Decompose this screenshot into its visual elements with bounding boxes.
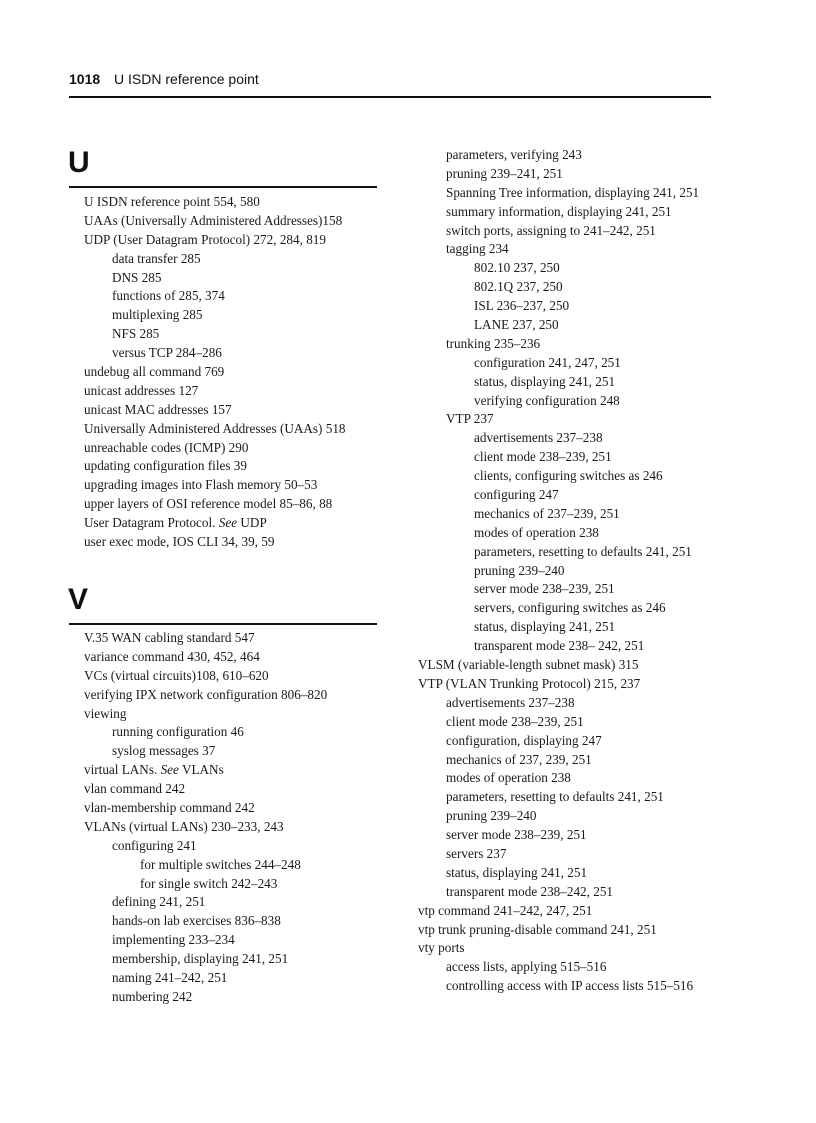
index-entry [84,250,346,269]
index-entry [418,297,699,316]
index-entry-text: advertisements 237–238 [446,694,575,710]
index-entry [84,212,346,231]
index-entry-text: VLSM (variable-length subnet mask) 315 [418,657,639,673]
index-entry [84,893,327,912]
index-entry-text: vlan-membership command 242 [84,800,255,816]
index-entry-text: defining 241, 251 [112,894,206,910]
index-entry [418,316,699,335]
index-entry-text: access lists, applying 515–516 [446,959,607,975]
index-entry [84,818,327,837]
index-entry [84,912,327,931]
index-entry-text: for multiple switches 244–248 [140,856,301,872]
index-entry [84,969,327,988]
page-number: 1018 [69,71,101,87]
index-entry-text: VTP (VLAN Trunking Protocol) 215, 237 [418,675,641,691]
index-entry [418,599,699,618]
index-list-right [418,146,699,996]
index-entry [84,931,327,950]
index-entry [84,780,327,799]
index-entry-text: client mode 238–239, 251 [474,449,612,465]
index-entry [418,259,699,278]
index-list-u [84,193,346,552]
index-entry-text: 802.10 237, 250 [474,260,560,276]
index-entry [418,373,699,392]
index-entry-text: upgrading images into Flash memory 50–53 [84,477,318,493]
index-entry-text: VCs (virtual circuits)108, 610–620 [84,667,269,683]
index-entry [84,193,346,212]
index-entry-text: updating configuration files 39 [84,458,247,474]
index-entry-text: mechanics of 237, 239, 251 [446,751,592,767]
index-entry-text: VTP 237 [446,411,494,427]
see-target: UDP [240,515,267,531]
index-entry [418,165,699,184]
index-entry-text: status, displaying 241, 251 [474,619,616,635]
index-entry [84,988,327,1007]
index-entry-text: ISL 236–237, 250 [474,298,570,314]
index-entry [84,439,346,458]
index-entry [84,629,327,648]
index-entry [84,667,327,686]
index-entry-text: multiplexing 285 [112,307,203,323]
index-entry-text: Spanning Tree information, displaying 241, 251 [446,184,700,200]
section-rule-u [69,186,377,188]
index-entry-text: advertisements 237–238 [474,430,603,446]
index-entry [418,788,699,807]
index-entry-text: tagging 234 [446,241,509,257]
index-entry-text: unreachable codes (ICMP) 290 [84,439,249,455]
index-entry [418,580,699,599]
index-entry [418,769,699,788]
index-entry-text: LANE 237, 250 [474,317,559,333]
index-entry [418,240,699,259]
index-entry [84,287,346,306]
index-entry [84,705,327,724]
index-entry [418,203,699,222]
index-entry [418,675,699,694]
index-entry-text: modes of operation 238 [474,524,599,540]
index-list-v [84,629,327,1007]
index-entry [418,694,699,713]
index-entry-text: vtp trunk pruning-disable command 241, 251 [418,921,657,937]
index-entry [418,939,699,958]
index-entry-text: implementing 233–234 [112,932,235,948]
index-entry-text: parameters, resetting to defaults 241, 251 [446,789,664,805]
index-entry [84,363,346,382]
index-entry [418,637,699,656]
index-entry-text: summary information, displaying 241, 251 [446,203,672,219]
index-entry [418,807,699,826]
index-entry-text: User Datagram Protocol. [84,515,216,531]
index-entry [418,354,699,373]
index-entry-text: modes of operation 238 [446,770,571,786]
index-entry [84,344,346,363]
index-entry-text: client mode 238–239, 251 [446,713,584,729]
index-entry-text: upper layers of OSI reference model 85–86, 88 [84,496,333,512]
index-entry [418,524,699,543]
index-entry-text: undebug all command 769 [84,364,225,380]
index-entry [84,231,346,250]
index-entry [84,799,327,818]
index-entry [418,958,699,977]
index-entry [418,902,699,921]
index-entry-text: configuring 247 [474,487,559,503]
index-entry [84,761,327,780]
index-entry-text: unicast addresses 127 [84,382,199,398]
index-entry-text: configuration, displaying 247 [446,732,602,748]
index-entry [418,883,699,902]
index-entry-text: U ISDN reference point 554, 580 [84,194,260,209]
index-entry-text: virtual LANs. [84,762,158,778]
index-entry [418,392,699,411]
header-rule [69,96,711,98]
index-entry-text: mechanics of 237–239, 251 [474,505,620,521]
index-entry [418,335,699,354]
index-entry-text: vty ports [418,940,465,956]
index-entry-text: user exec mode, IOS CLI 34, 39, 59 [84,534,275,550]
index-entry-text: V.35 WAN cabling standard 547 [84,630,255,645]
index-entry [418,921,699,940]
index-entry-text: variance command 430, 452, 464 [84,648,260,664]
index-entry-text: numbering 242 [112,988,193,1004]
index-entry-text: verifying IPX network configuration 806–820 [84,686,328,702]
index-entry-text: status, displaying 241, 251 [474,373,616,389]
index-entry-text: status, displaying 241, 251 [446,864,588,880]
index-entry [84,306,346,325]
index-entry [84,382,346,401]
index-entry-text: naming 241–242, 251 [112,970,228,986]
see-reference: See [160,762,179,778]
index-entry-text: server mode 238–239, 251 [474,581,615,597]
index-entry [418,751,699,770]
index-entry [418,977,699,996]
index-entry-text: vtp command 241–242, 247, 251 [418,902,593,918]
index-entry [84,457,346,476]
index-entry-text: UAAs (Universally Administered Addresses)158 [84,212,343,228]
see-reference: See [218,515,238,531]
index-entry [418,618,699,637]
index-entry-text: UDP (User Datagram Protocol) 272, 284, 819 [84,231,326,247]
index-entry-text: servers 237 [446,845,507,861]
index-entry [418,732,699,751]
index-entry [84,495,346,514]
index-entry-text: functions of 285, 374 [112,288,225,304]
index-entry [84,269,346,288]
index-entry-text: Universally Administered Addresses (UAAs) 518 [84,420,346,436]
index-entry-text: parameters, resetting to defaults 241, 251 [474,543,692,559]
index-entry-text: parameters, verifying 243 [446,147,582,162]
index-entry-text: configuration 241, 247, 251 [474,354,621,370]
index-entry [418,429,699,448]
index-entry [418,184,699,203]
index-entry [418,467,699,486]
index-entry-text: server mode 238–239, 251 [446,827,587,843]
index-entry-text: viewing [84,705,127,721]
index-entry [418,486,699,505]
index-entry-text: pruning 239–240 [446,808,537,824]
index-entry-text: pruning 239–241, 251 [446,165,563,181]
index-entry-text: trunking 235–236 [446,335,541,351]
section-letter-v: V [68,583,89,616]
index-entry-text: running configuration 46 [112,724,244,740]
index-entry-text: transparent mode 238–242, 251 [446,883,614,899]
index-entry [418,713,699,732]
index-entry-text: versus TCP 284–286 [112,345,222,361]
index-entry [418,222,699,241]
index-entry [84,875,327,894]
index-entry-text: transparent mode 238– 242, 251 [474,638,645,654]
index-entry-text: vlan command 242 [84,781,186,797]
index-entry [418,146,699,165]
index-entry [84,856,327,875]
index-entry [84,723,327,742]
running-title: U ISDN reference point [114,71,259,87]
index-entry-text: 802.1Q 237, 250 [474,279,563,295]
index-entry [84,325,346,344]
index-entry [84,742,327,761]
index-entry [418,656,699,675]
index-entry [418,826,699,845]
index-entry-text: membership, displaying 241, 251 [112,951,289,967]
index-entry [418,562,699,581]
index-entry-text: for single switch 242–243 [140,875,278,891]
index-entry [84,837,327,856]
index-entry [418,845,699,864]
index-entry-text: NFS 285 [112,326,160,342]
index-entry [84,648,327,667]
section-letter-u: U [68,146,90,179]
index-entry [84,950,327,969]
index-entry-text: controlling access with IP access lists 515–516 [446,978,694,994]
index-entry [418,410,699,429]
see-target: VLANs [181,762,224,778]
index-entry [84,420,346,439]
index-entry [418,278,699,297]
index-entry-text: verifying configuration 248 [474,392,620,408]
running-header [69,71,259,87]
index-entry-text: DNS 285 [112,269,162,285]
index-entry-text: servers, configuring switches as 246 [474,600,666,616]
index-entry [84,476,346,495]
index-entry [418,505,699,524]
index-entry [84,514,346,533]
section-rule-v [69,623,377,625]
index-entry-text: data transfer 285 [112,250,201,266]
index-entry [418,864,699,883]
index-entry-text: clients, configuring switches as 246 [474,468,663,484]
index-entry-text: syslog messages 37 [112,743,216,759]
index-entry-text: switch ports, assigning to 241–242, 251 [446,222,656,238]
index-entry-text: unicast MAC addresses 157 [84,401,232,417]
index-entry-text: configuring 241 [112,837,197,853]
index-entry [418,543,699,562]
index-entry-text: hands-on lab exercises 836–838 [112,913,281,929]
index-entry-text: pruning 239–240 [474,562,565,578]
index-entry [84,686,327,705]
index-entry [84,533,346,552]
index-entry [418,448,699,467]
index-entry [84,401,346,420]
index-entry-text: VLANs (virtual LANs) 230–233, 243 [84,818,284,834]
